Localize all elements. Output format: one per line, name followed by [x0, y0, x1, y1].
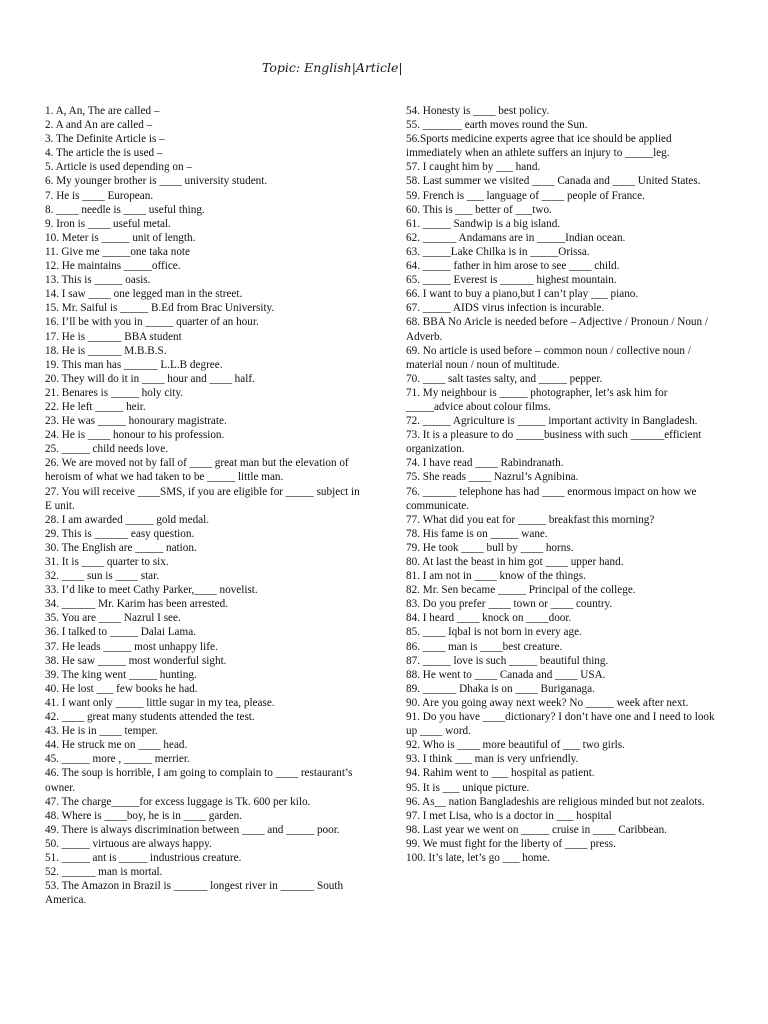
- question-item: 8. ____ needle is ____ useful thing.: [45, 203, 205, 216]
- question-item: 62. ______ Andamans are in _____Indian ocean.: [406, 231, 626, 244]
- question-item: 31. It is ____ quarter to six.: [45, 556, 169, 568]
- question-item: 87. _____ love is such _____ beautiful thing.: [406, 654, 609, 667]
- question-item: 89. ______ Dhaka is on ____ Buriganaga.: [406, 682, 595, 695]
- question-item: 50. _____ virtuous are always happy.: [45, 837, 212, 850]
- question-item: 60. This is ___ better of ___two.: [406, 203, 552, 216]
- question-item: 66. I want to buy a piano,but I can’t play ___ piano.: [406, 288, 639, 301]
- question-item: 1. A, An, The are called –: [45, 105, 160, 117]
- question-item: 90. Are you going away next week? No _____ week after next.: [406, 696, 689, 709]
- question-item: 74. I have read ____ Rabindranath.: [406, 457, 564, 470]
- question-item: 23. He was _____ honourary magistrate.: [45, 415, 227, 428]
- question-item: 25. _____ child needs love.: [45, 443, 169, 456]
- question-item: 65. _____ Everest is ______ highest mountain.: [406, 274, 617, 287]
- question-item: 3. The Definite Article is –: [45, 133, 165, 146]
- question-item: 81. I am not in ____ know of the things.: [406, 570, 586, 583]
- question-item: 38. He saw _____ most wonderful sight.: [45, 654, 227, 667]
- question-item: 82. Mr. Sen became _____ Principal of the college.: [406, 584, 636, 597]
- question-item: 45. _____ more , _____ merrier.: [45, 753, 190, 766]
- question-item: 70. ____ salt tastes salty, and _____ pepper.: [406, 372, 603, 385]
- question-item: 29. This is ______ easy question.: [45, 527, 195, 540]
- question-item: 83. Do you prefer ____ town or ____ country.: [406, 598, 613, 611]
- question-item: 85. ____ Iqbal is not born in every age.: [406, 626, 582, 639]
- question-item: 75. She reads ____ Nazrul’s Agnibina.: [406, 471, 579, 484]
- question-item: 4. The article the is used –: [45, 147, 163, 160]
- question-item: 63. _____Lake Chilka is in _____Orissa.: [406, 245, 590, 258]
- question-item: 97. I met Lisa, who is a doctor in ___ hospital: [406, 809, 612, 822]
- question-item: 14. I saw ____ one legged man in the street.: [45, 288, 243, 301]
- right-question-column: [406, 104, 718, 865]
- question-item: 52. ______ man is mortal.: [45, 866, 163, 879]
- question-item: 55. _______ earth moves round the Sun.: [406, 119, 588, 132]
- question-item: 78. His fame is on _____ wane.: [406, 527, 548, 540]
- question-item: 61. _____ Sandwip is a big island.: [406, 217, 561, 230]
- question-item: 15. Mr. Saiful is _____ B.Ed from Brac University.: [45, 302, 275, 315]
- question-item: 34. ______ Mr. Karim has been arrested.: [45, 598, 228, 611]
- question-item: 22. He left _____ heir.: [45, 400, 146, 413]
- question-item: 28. I am awarded _____ gold medal.: [45, 513, 210, 526]
- question-item: 51. _____ ant is _____ industrious creature.: [45, 851, 242, 864]
- question-item: 26. We are moved not by fall of ____ great man but the elevation of heroism of what we had taken to be _____ little man.: [45, 457, 349, 484]
- question-item: 11. Give me _____one taka note: [45, 245, 190, 258]
- question-item: 6. My younger brother is ____ university student.: [45, 175, 268, 188]
- question-item: 84. I heard ____ knock on ____door.: [406, 612, 572, 625]
- question-item: 39. The king went _____ hunting.: [45, 668, 197, 681]
- question-item: 42. ____ great many students attended the test.: [45, 711, 255, 724]
- question-item: 30. The English are _____ nation.: [45, 541, 197, 554]
- question-item: 17. He is ______ BBA student: [45, 330, 182, 343]
- question-item: 56.Sports medicine experts agree that ice should be applied immediately when an athlete suffers an injury to _____leg.: [406, 133, 672, 160]
- question-item: 20. They will do it in ____ hour and ____ half.: [45, 372, 255, 385]
- question-item: 43. He is in ____ temper.: [45, 725, 158, 738]
- question-item: 33. I’d like to meet Cathy Parker,____ novelist.: [45, 584, 258, 597]
- question-item: 37. He leads _____ most unhappy life.: [45, 640, 218, 653]
- question-item: 54. Honesty is ____ best policy.: [406, 105, 550, 117]
- question-item: 71. My neighbour is _____ photographer, let’s ask him for _____advice about colour films.: [406, 386, 668, 413]
- question-item: 18. He is ______ M.B.B.S.: [45, 344, 167, 357]
- left-question-column: [45, 104, 363, 907]
- page-title: Topic: English|Article|: [262, 60, 403, 75]
- question-item: 10. Meter is _____ unit of length.: [45, 231, 196, 244]
- question-item: 58. Last summer we visited ____ Canada and ____ United States.: [406, 175, 701, 188]
- question-item: 5. Article is used depending on –: [45, 161, 192, 174]
- question-item: 72. _____ Agriculture is _____ important activity in Bangladesh.: [406, 415, 698, 428]
- question-item: 100. It’s late, let’s go ___ home.: [406, 851, 550, 864]
- question-item: 96. As__ nation Bangladeshis are religious minded but not zealots.: [406, 795, 705, 808]
- question-item: 93. I think ___ man is very unfriendly.: [406, 753, 579, 766]
- question-item: 69. No article is used before – common noun / collective noun / material noun / noun of multitude.: [406, 344, 691, 371]
- question-item: 46. The soup is horrible, I am going to complain to ____ restaurant’s owner.: [45, 767, 353, 794]
- question-item: 19. This man has ______ L.L.B degree.: [45, 358, 223, 371]
- question-item: 73. It is a pleasure to do _____business with such ______efficient organization.: [406, 429, 702, 456]
- question-item: 59. French is ___ language of ____ people of France.: [406, 189, 645, 202]
- question-item: 27. You will receive ____SMS, if you are eligible for _____ subject in E unit.: [45, 485, 360, 512]
- question-item: 88. He went to ____ Canada and ____ USA.: [406, 668, 606, 681]
- question-item: 57. I caught him by ___ hand.: [406, 161, 541, 174]
- question-item: 49. There is always discrimination between ____ and _____ poor.: [45, 823, 340, 836]
- question-item: 47. The charge_____for excess luggage is Tk. 600 per kilo.: [45, 795, 311, 808]
- question-item: 9. Iron is ____ useful metal.: [45, 217, 171, 230]
- question-item: 68. BBA No Aricle is needed before – Adjective / Pronoun / Noun / Adverb.: [406, 316, 709, 343]
- question-item: 2. A and An are called –: [45, 119, 153, 132]
- question-item: 94. Rahim went to ___ hospital as patient.: [406, 767, 595, 780]
- question-item: 21. Benares is _____ holy city.: [45, 386, 184, 399]
- question-item: 40. He lost ___ few books he had.: [45, 682, 198, 695]
- question-item: 24. He is ____ honour to his profession.: [45, 429, 225, 442]
- question-item: 99. We must fight for the liberty of ____ press.: [406, 837, 616, 850]
- question-item: 53. The Amazon in Brazil is ______ longest river in ______ South America.: [45, 880, 344, 907]
- question-item: 32. ____ sun is ____ star.: [45, 570, 160, 583]
- question-item: 64. _____ father in him arose to see ____ child.: [406, 260, 620, 273]
- question-item: 44. He struck me on ____ head.: [45, 739, 188, 752]
- question-item: 36. I talked to _____ Dalai Lama.: [45, 626, 196, 639]
- question-item: 12. He maintains _____office.: [45, 260, 181, 273]
- question-item: 16. I’ll be with you in _____ quarter of an hour.: [45, 316, 259, 329]
- question-item: 92. Who is ____ more beautiful of ___ two girls.: [406, 739, 625, 752]
- question-item: 95. It is ___ unique picture.: [406, 781, 530, 794]
- question-item: 80. At last the beast in him got ____ upper hand.: [406, 556, 624, 568]
- question-item: 86. ____ man is ____best creature.: [406, 640, 563, 653]
- question-item: 48. Where is ____boy, he is in ____ garden.: [45, 809, 242, 822]
- question-item: 35. You are ____ Nazrul I see.: [45, 612, 181, 625]
- question-item: 79. He took ____ bull by ____ horns.: [406, 541, 574, 554]
- question-item: 98. Last year we went on _____ cruise in ____ Caribbean.: [406, 823, 667, 836]
- question-item: 91. Do you have ____dictionary? I don’t have one and I need to look up ____ word.: [406, 711, 715, 738]
- question-item: 76. ______ telephone has had ____ enormous impact on how we communicate.: [406, 485, 697, 512]
- question-item: 77. What did you eat for _____ breakfast this morning?: [406, 513, 655, 526]
- question-item: 41. I want only _____ little sugar in my tea, please.: [45, 696, 275, 709]
- question-item: 13. This is _____ oasis.: [45, 274, 151, 287]
- question-item: 7. He is ____ European.: [45, 189, 154, 202]
- question-item: 67. _____ AIDS virus infection is incurable.: [406, 302, 605, 315]
